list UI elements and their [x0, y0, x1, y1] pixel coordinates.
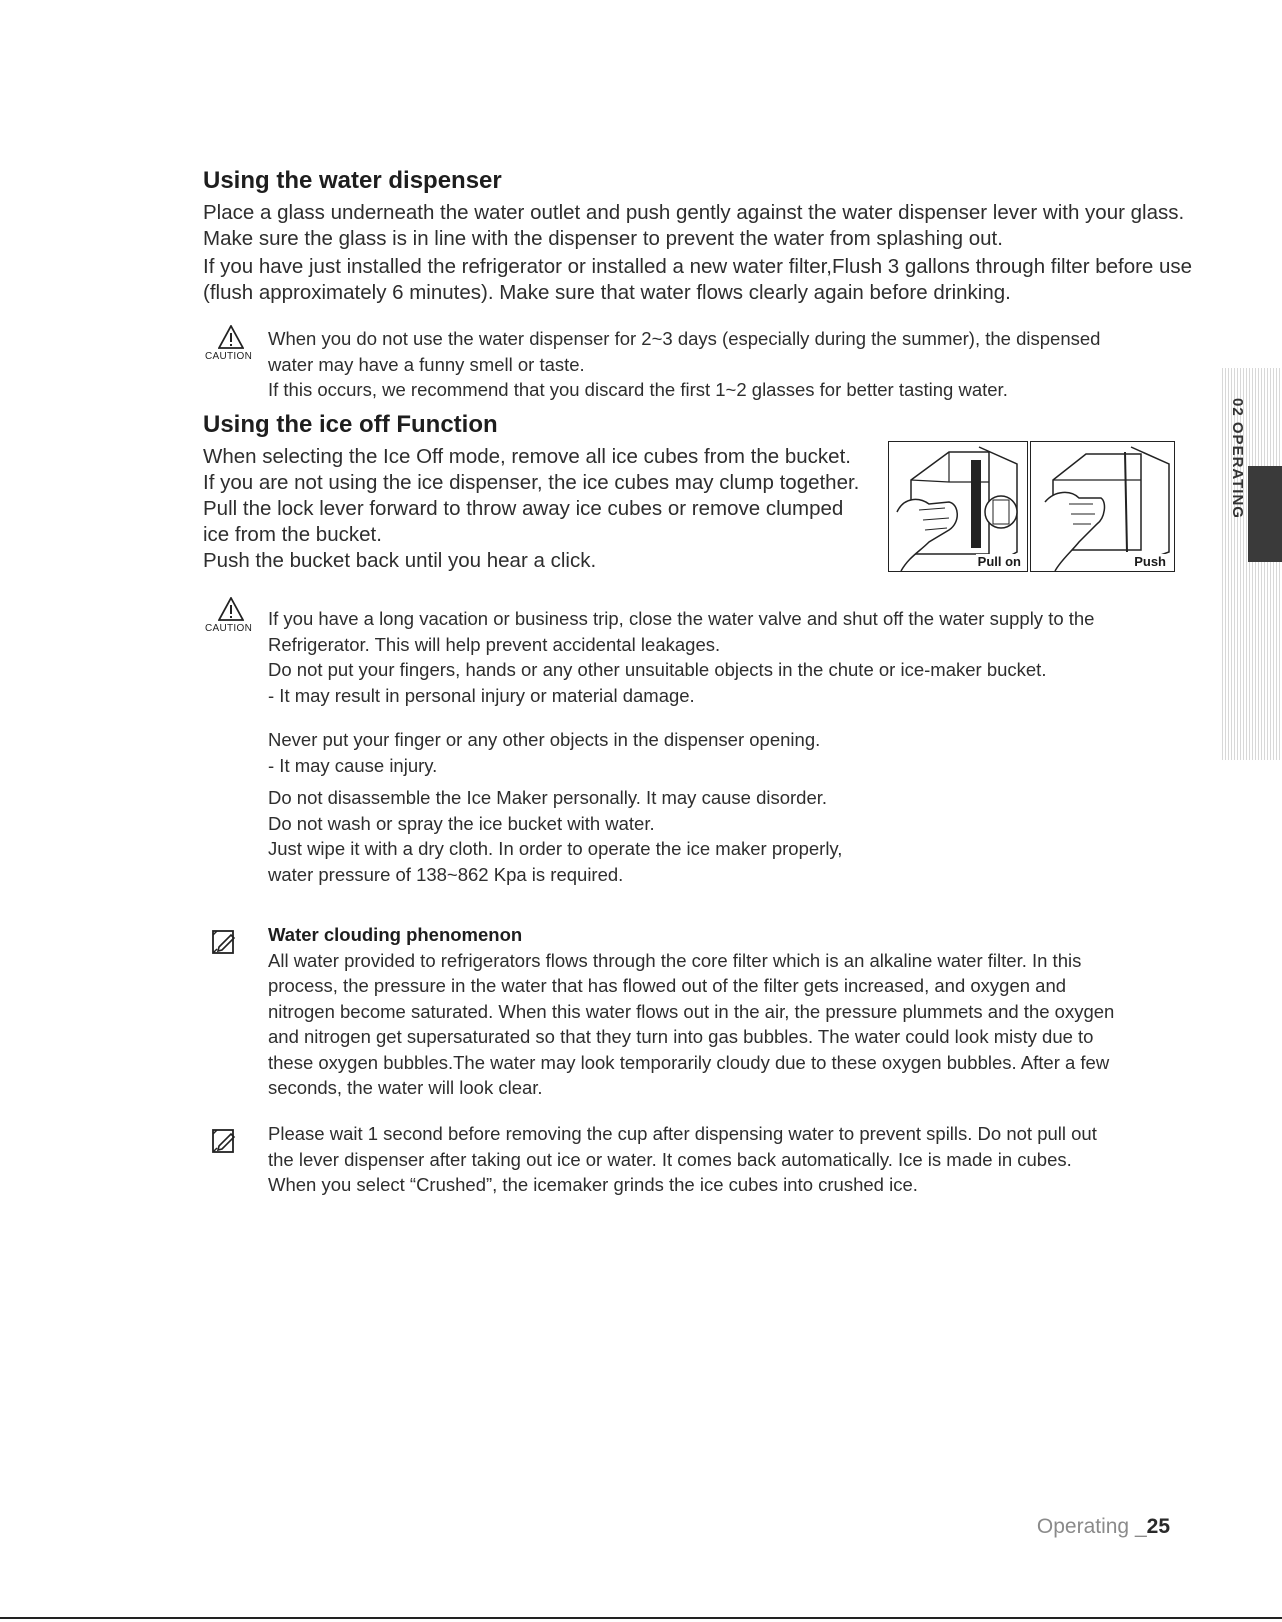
footer-section: Operating _ [1036, 1515, 1147, 1538]
text-line: Never put your finger or any other objects in the dispenser opening. [268, 729, 821, 750]
text-line: Push the bucket back until you hear a click. [203, 549, 597, 572]
text-line: Please wait 1 second before removing the cup after dispensing water to prevent spills. Do not pull out [268, 1123, 1097, 1144]
text-line: Just wipe it with a dry cloth. In order to operate the ice maker properly, [268, 838, 843, 859]
text-line: Do not disassemble the Ice Maker personally. It may cause disorder. [268, 787, 828, 808]
caution-label: CAUTION [205, 623, 253, 634]
ice-bucket-push-illustration [1031, 442, 1174, 571]
text-line: Place a glass underneath the water outlet and push gently against the water dispenser lever with your glass. [203, 201, 1185, 224]
text-line: Pull the lock lever forward to throw away ice cubes or remove clumped [203, 497, 844, 520]
text-line: Refrigerator. This will help prevent accidental leakages. [268, 633, 721, 655]
caution-label: CAUTION [205, 351, 253, 362]
text-line: seconds, the water will look clear. [268, 1077, 543, 1098]
text-line: If this occurs, we recommend that you discard the first 1~2 glasses for better tasting water. [268, 379, 1008, 400]
text-line: If you have a long vacation or business trip, close the water valve and shut off the water supply to the [268, 608, 1095, 629]
caution-2-text-block-3 [268, 785, 842, 887]
text-line: - It may result in personal injury or material damage. [268, 684, 695, 706]
chapter-tab-marker [1248, 466, 1282, 562]
figure-push-panel [1030, 441, 1175, 572]
caution-icon [205, 597, 257, 643]
heading-water-dispenser: Using the water dispenser [203, 167, 502, 194]
text-line: Do not wash or spray the ice bucket with water. [268, 812, 655, 834]
water-clouding-note [268, 922, 1114, 1101]
caution-2-text-block-2 [268, 727, 820, 778]
text-line: (flush approximately 6 minutes). Make sure that water flows clearly again before drinking. [203, 281, 1011, 304]
text-line: All water provided to refrigerators flows through the core filter which is an alkaline water filter. In this [268, 949, 1082, 971]
text-line: water may have a funny smell or taste. [268, 353, 585, 375]
water-dispenser-paragraph-2 [203, 254, 1192, 306]
text-line: When you do not use the water dispenser for 2~3 days (especially during the summer), the dispensed [268, 328, 1101, 349]
text-line: - It may cause injury. [268, 754, 438, 776]
caution-2-text [268, 606, 1094, 708]
note-icon [211, 929, 237, 955]
text-line: process, the pressure in the water that has flowed out of the filter gets increased, and oxygen and [268, 975, 1067, 996]
text-line: If you are not using the ice dispenser, the ice cubes may clump together. [203, 471, 860, 494]
text-line: Do not put your fingers, hands or any other unsuitable objects in the chute or ice-maker bucket. [268, 659, 1047, 680]
chapter-label-text: 02 OPERATING [1228, 397, 1246, 519]
text-line: these oxygen bubbles.The water may look temporarily cloudy due to these oxygen bubbles. After a few [268, 1051, 1110, 1073]
ice-off-paragraph [203, 444, 859, 574]
caution-1-text [268, 326, 1100, 403]
bottom-rule [0, 1617, 1282, 1619]
figure-pull-on-panel [888, 441, 1028, 572]
heading-ice-off-function: Using the ice off Function [203, 411, 498, 438]
caution-icon [205, 325, 257, 371]
text-line: When selecting the Ice Off mode, remove all ice cubes from the bucket. [203, 445, 851, 468]
pull-on-label: Pull on [977, 554, 1021, 569]
chapter-side-tab-label [1222, 368, 1252, 548]
page-number: 25 [1146, 1515, 1170, 1538]
page-footer [1037, 1515, 1170, 1539]
water-dispenser-paragraph-1 [203, 200, 1184, 252]
note-icon [211, 1128, 237, 1154]
text-line: When you select “Crushed”, the icemaker grinds the ice cubes into crushed ice. [268, 1174, 918, 1195]
text-line: and nitrogen get supersaturated so that they turn into gas bubbles. The water could look misty due to [268, 1026, 1094, 1047]
ice-bucket-pull-illustration [889, 442, 1027, 571]
text-line: the lever dispenser after taking out ice or water. It comes back automatically. Ice is made in cubes. [268, 1148, 1072, 1170]
text-line: Make sure the glass is in line with the dispenser to prevent the water from splashing out. [203, 227, 1003, 250]
text-line: nitrogen become saturated. When this water flows out in the air, the pressure plummets and the oxygen [268, 1000, 1115, 1022]
text-line: water pressure of 138~862 Kpa is required. [268, 863, 624, 885]
note-title: Water clouding phenomenon [268, 924, 523, 945]
dispensing-note [268, 1121, 1097, 1198]
push-label: Push [1134, 554, 1166, 569]
text-line: ice from the bucket. [203, 523, 382, 546]
text-line: If you have just installed the refrigerator or installed a new water filter,Flush 3 gallons through filter before use [203, 255, 1193, 278]
